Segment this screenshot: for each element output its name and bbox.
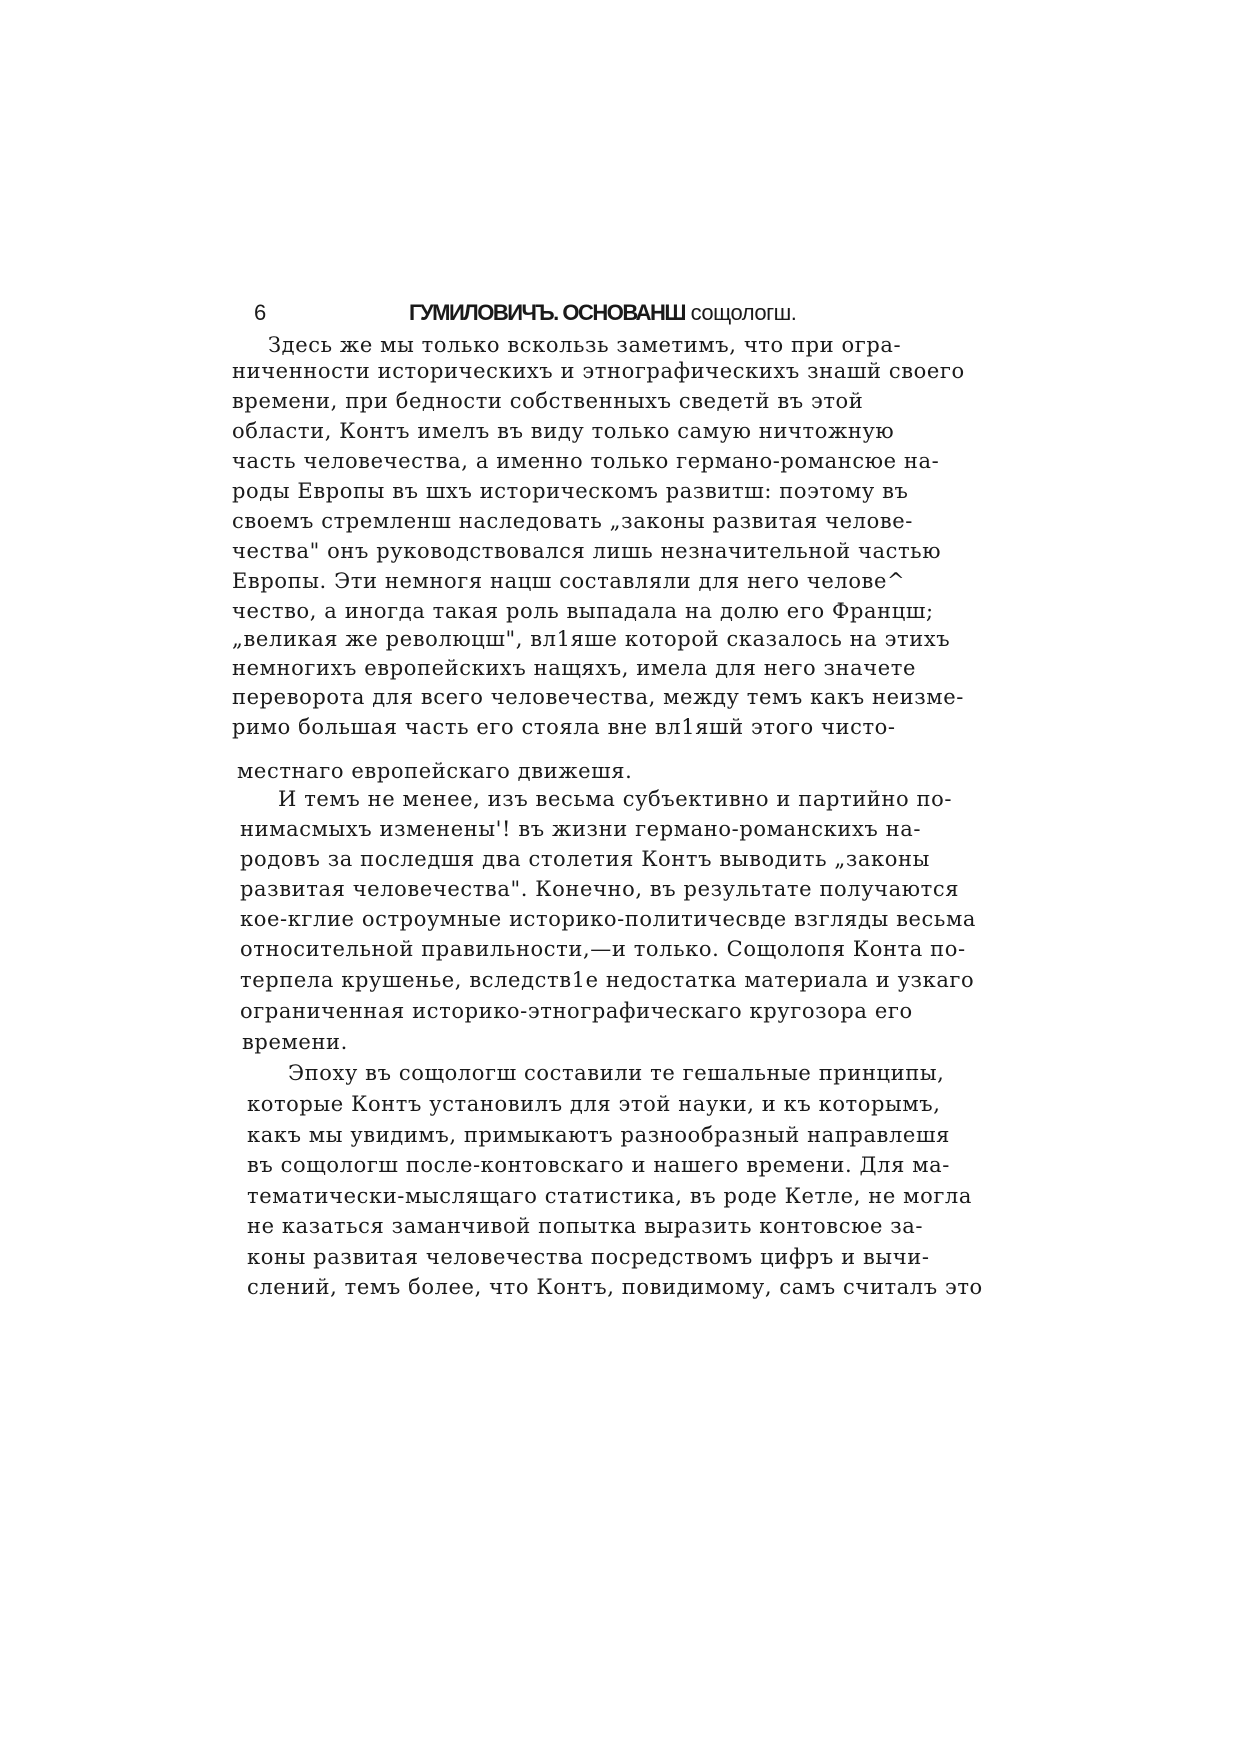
running-title bbox=[409, 300, 796, 326]
text-line: не казаться заманчивой попытка выразить контовсюе за- bbox=[247, 1214, 924, 1238]
text-line: ограниченная историко-этнографическаго кругозора его bbox=[240, 999, 913, 1023]
running-title-author: ГУМИЛОВИЧЪ. ОСНОВАНШ bbox=[409, 300, 686, 325]
text-line: Европы. Эти немногя нацш составляли для него челове^ bbox=[232, 569, 906, 593]
text-line: римо большая часть его стояла вне вл1яшй этого чисто- bbox=[232, 715, 896, 739]
text-line: которые Контъ установилъ для этой науки, и къ которымъ, bbox=[247, 1092, 941, 1116]
text-line: чество, а иногда такая роль выпадала на долю его Францш; bbox=[232, 599, 934, 623]
text-line: кое-кглие остроумные историко-политичесвде взгляды весьма bbox=[240, 907, 976, 931]
text-line: местнаго европейскаго движешя. bbox=[237, 759, 633, 783]
text-line: Здесь же мы только вскользь заметимъ, что при огра- bbox=[268, 333, 902, 357]
text-line: немногихъ европейскихъ нащяхъ, имела для него значете bbox=[232, 656, 916, 680]
page-number: 6 bbox=[254, 300, 267, 325]
text-line: области, Контъ имелъ въ виду только самую ничтожную bbox=[232, 419, 895, 443]
text-line: относительной правильности,—и только. Сощолопя Конта по- bbox=[240, 937, 966, 961]
text-line: коны развитая человечества посредствомъ цифръ и вычи- bbox=[247, 1245, 930, 1269]
text-line: роды Европы въ шхъ историческомъ развитш: поэтому въ bbox=[232, 479, 909, 503]
text-line: часть человечества, а именно только германо-романсюе на- bbox=[232, 449, 940, 473]
text-line: родовъ за последшя два столетия Контъ выводить „законы bbox=[240, 847, 930, 871]
text-line: И темъ не менее, изъ весьма субъективно и партийно по- bbox=[278, 787, 953, 811]
text-line: слений, темъ более, что Контъ, повидимому, самъ считалъ это bbox=[247, 1275, 983, 1299]
text-line: нимасмыхъ изменены'! въ жизни германо-романскихъ на- bbox=[240, 817, 922, 841]
text-line: чества" онъ руководствовался лишь незначительной частью bbox=[232, 539, 942, 563]
text-line: времени. bbox=[242, 1030, 348, 1054]
text-line: переворота для всего человечества, между темъ какъ неизме- bbox=[232, 685, 964, 709]
text-line: тематически-мыслящаго статистика, въ роде Кетле, не могла bbox=[247, 1184, 972, 1208]
text-line: времени, при бедности собственныхъ сведетй въ этой bbox=[232, 389, 864, 413]
text-line: въ сощологш после-контовскаго и нашего времени. Для ма- bbox=[247, 1153, 950, 1177]
text-line: Эпоху въ сощологш составили те гешальные принципы, bbox=[288, 1061, 945, 1085]
text-line: развитая человечества". Конечно, въ результате получаются bbox=[240, 877, 960, 901]
text-line: „великая же революцш", вл1яше которой сказалось на этихъ bbox=[232, 627, 951, 651]
text-line: терпела крушенье, вследств1е недостатка материала и узкаго bbox=[240, 968, 975, 992]
text-line: какъ мы увидимъ, примыкаютъ разнообразный направлешя bbox=[247, 1123, 950, 1147]
running-title-subject: сощологш. bbox=[690, 300, 797, 325]
text-line: своемъ стремленш наследовать „законы развитая челове- bbox=[232, 509, 914, 533]
text-line: ниченности историческихъ и этнографическихъ знашй своего bbox=[232, 359, 965, 383]
